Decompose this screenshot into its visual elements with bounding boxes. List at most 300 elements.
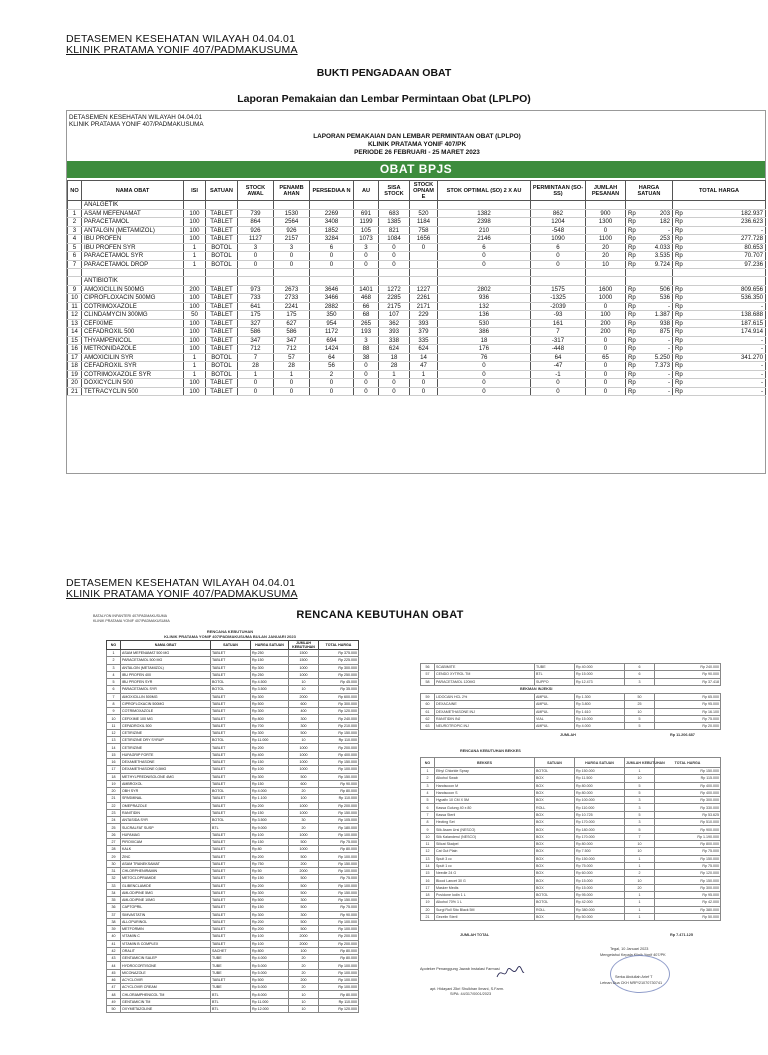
table-cell: TABLET xyxy=(211,657,251,664)
table-cell xyxy=(626,387,673,396)
bekkes-table xyxy=(420,757,721,921)
lplpo-col-header: NAMA OBAT xyxy=(82,181,184,201)
table-cell xyxy=(673,370,766,379)
amount-value: 875 xyxy=(659,328,670,336)
table-cell: Rp 16.100 xyxy=(655,708,721,715)
table-cell: 57 xyxy=(274,353,310,362)
table-cell: 42 xyxy=(107,947,121,954)
table-cell: Rp 240.000 xyxy=(655,664,721,671)
table-cell: Rp 9.000 xyxy=(251,824,289,831)
table-cell: 3 xyxy=(625,678,655,685)
table-cell: Rp 300 xyxy=(251,708,289,715)
table-cell: 6 xyxy=(421,804,435,811)
table-cell: CEFIXIME xyxy=(82,319,184,328)
table-cell: 2673 xyxy=(274,285,310,294)
table-cell: 0 xyxy=(379,260,410,269)
table-cell: TABLET xyxy=(211,700,251,707)
table-cell: Rp 200.000 xyxy=(319,744,359,751)
currency-label: Rp xyxy=(675,328,683,336)
table-cell: 0 xyxy=(274,379,310,388)
table-cell: TABLET xyxy=(211,809,251,816)
table-cell: 10 xyxy=(625,708,655,715)
table-cell: ANALGETIK xyxy=(82,201,184,210)
table-cell: Rp 200 xyxy=(251,802,289,809)
table-cell xyxy=(206,277,238,286)
amount-value: 4.033 xyxy=(654,243,670,251)
table-cell: 24 xyxy=(107,817,121,824)
table-cell: 5 xyxy=(625,723,655,730)
table-cell: Rp 120.000 xyxy=(655,870,721,877)
table-cell: 10 xyxy=(289,998,319,1005)
table-row xyxy=(421,782,721,789)
table-cell: 5 xyxy=(625,782,655,789)
table-cell: 100 xyxy=(184,379,206,388)
table-cell: TABLET xyxy=(211,715,251,722)
table-cell: 2 xyxy=(310,370,354,379)
table-row xyxy=(107,693,359,700)
table-cell xyxy=(68,269,82,277)
table-cell xyxy=(673,302,766,311)
amount-value: - xyxy=(667,336,670,344)
table-cell: 10 xyxy=(625,775,655,782)
table-cell: 7 xyxy=(531,328,586,337)
rencana-col-header: NAMA OBAT xyxy=(121,641,211,650)
table-cell: Rp 60.000 xyxy=(575,870,625,877)
table-cell: BTL xyxy=(211,824,251,831)
table-cell: Rp 150 xyxy=(251,657,289,664)
table-row xyxy=(421,671,721,678)
table-cell: Rp 90.000 xyxy=(319,911,359,918)
table-cell: 68 xyxy=(354,311,379,320)
table-cell: OMEPRAZOLE xyxy=(121,802,211,809)
table-cell: 23 xyxy=(107,809,121,816)
table-cell: Silicat Skalpel xyxy=(435,840,535,847)
table-row xyxy=(68,302,766,311)
table-cell: BOX xyxy=(535,862,575,869)
table-cell: 1382 xyxy=(438,209,531,218)
table-cell: 0 xyxy=(586,370,626,379)
table-cell: 0 xyxy=(410,243,438,252)
table-cell xyxy=(673,362,766,371)
table-cell: 10 xyxy=(625,877,655,884)
table-cell: 1575 xyxy=(531,285,586,294)
table-cell xyxy=(626,328,673,337)
table-cell: TABLET xyxy=(211,940,251,947)
table-cell: 3646 xyxy=(310,285,354,294)
table-cell: ANTALGIN (METAMIZOL) xyxy=(82,226,184,235)
table-cell: 1 xyxy=(421,768,435,775)
table-cell: TABLET xyxy=(211,911,251,918)
table-cell: 100 xyxy=(289,795,319,802)
table-cell: TABLET xyxy=(211,889,251,896)
amount-value: 187.615 xyxy=(740,319,763,327)
table-cell: 4 xyxy=(107,671,121,678)
table-row xyxy=(107,969,359,976)
table-cell: SUCRALFAT SUSP xyxy=(121,824,211,831)
table-cell: TABLET xyxy=(211,897,251,904)
table-row xyxy=(107,846,359,853)
table-cell: TABLET xyxy=(211,664,251,671)
table-cell: RANITIDIN xyxy=(121,809,211,816)
table-cell xyxy=(354,277,379,286)
table-cell: 0 xyxy=(354,370,379,379)
table-cell xyxy=(238,269,274,277)
table-cell: 36 xyxy=(107,904,121,911)
table-cell: 1 xyxy=(184,370,206,379)
table-cell: Rp 1.300 xyxy=(575,694,625,701)
currency-label: Rp xyxy=(675,285,683,293)
table-cell: 32 xyxy=(107,875,121,882)
table-cell: ASAM MEFENAMAT 500 MG xyxy=(121,650,211,657)
table-cell: 20 xyxy=(289,788,319,795)
table-row xyxy=(107,984,359,991)
table-cell: PARACETAMOL xyxy=(82,218,184,227)
table-cell: Silk Asam Ursi (NESCO) xyxy=(435,826,535,833)
table-cell: Rp 15.000 xyxy=(575,715,625,722)
table-cell: 2146 xyxy=(438,235,531,244)
table-cell: IBU PROFEN SYR xyxy=(121,679,211,686)
table-cell: 38 xyxy=(107,918,121,925)
table-row xyxy=(107,875,359,882)
table-cell: 200 xyxy=(289,976,319,983)
table-cell: 18 xyxy=(379,353,410,362)
amount-value: 203 xyxy=(659,209,670,217)
table-cell: PARACETAMOL 500 MG xyxy=(121,657,211,664)
table-cell: TABLET xyxy=(211,926,251,933)
table-cell: 500 xyxy=(289,918,319,925)
table-cell: 0 xyxy=(410,379,438,388)
table-row xyxy=(421,789,721,796)
table-cell xyxy=(673,269,766,277)
table-cell: 0 xyxy=(238,379,274,388)
amount-value: - xyxy=(667,302,670,310)
table-cell: Rp 600.000 xyxy=(319,693,359,700)
table-cell: 100 xyxy=(184,319,206,328)
signature-block xyxy=(420,945,720,1055)
table-row xyxy=(421,694,721,701)
table-cell: 0 xyxy=(438,252,531,261)
lplpo-col-header: AU xyxy=(354,181,379,201)
table-row xyxy=(68,209,766,218)
table-cell: TABLET xyxy=(211,722,251,729)
table-cell: 19 xyxy=(421,899,435,906)
table-cell xyxy=(438,269,531,277)
table-cell xyxy=(626,345,673,354)
table-cell: Rp 80.000 xyxy=(319,846,359,853)
table-cell: BOTOL xyxy=(535,892,575,899)
table-cell: 62 xyxy=(421,715,435,722)
table-cell: 22 xyxy=(107,802,121,809)
table-cell: 2285 xyxy=(379,294,410,303)
table-cell xyxy=(673,201,766,210)
table-cell: 1852 xyxy=(310,226,354,235)
table-cell: Rp 3.500 xyxy=(251,686,289,693)
table-cell xyxy=(626,319,673,328)
table-cell: 10 xyxy=(421,833,435,840)
table-cell: TABLET xyxy=(211,867,251,874)
lplpo-col-header: PERMINTAAN (SO-SS) xyxy=(531,181,586,201)
table-cell: DEXAMETHASONE xyxy=(121,758,211,765)
table-cell: Rp 50.000 xyxy=(575,913,625,920)
table-cell: CETIRIZINE DRY SYRUP xyxy=(121,737,211,744)
table-cell: 864 xyxy=(238,218,274,227)
table-cell: 20 xyxy=(625,884,655,891)
currency-label: Rp xyxy=(675,362,683,370)
table-cell: OBH SYR xyxy=(121,788,211,795)
currency-label: Rp xyxy=(628,209,636,217)
table-cell: Rp 200.000 xyxy=(319,802,359,809)
table-cell: 1 xyxy=(625,855,655,862)
table-cell: 1127 xyxy=(238,235,274,244)
sig-right-4: Letnan Dua CKH NRP/21070730741 xyxy=(600,981,663,985)
currency-label: Rp xyxy=(628,353,636,361)
table-cell: 161 xyxy=(531,319,586,328)
table-cell: 712 xyxy=(238,345,274,354)
table-cell: CETIRIZINE xyxy=(121,729,211,736)
table-cell: AMBROXOL xyxy=(121,780,211,787)
table-cell: Rp 4.000 xyxy=(251,955,289,962)
table-cell: 2564 xyxy=(274,218,310,227)
table-cell: ROLL xyxy=(535,906,575,913)
table-cell: 0 xyxy=(274,260,310,269)
table-cell: 27 xyxy=(107,838,121,845)
table-cell: METOCLOPRAMIDE xyxy=(121,875,211,882)
table-cell: 13 xyxy=(107,737,121,744)
table-cell: 40 xyxy=(107,933,121,940)
table-cell: 50 xyxy=(107,1006,121,1013)
table-cell: 1000 xyxy=(289,809,319,816)
table-cell: TABLET xyxy=(211,751,251,758)
currency-label: Rp xyxy=(675,243,683,251)
table-cell: Rp 380.000 xyxy=(655,906,721,913)
table-cell: 1 xyxy=(184,260,206,269)
table-cell: 19 xyxy=(68,370,82,379)
table-cell: Rp 110.000 xyxy=(319,737,359,744)
table-cell: 0 xyxy=(354,260,379,269)
table-cell: Rp 90.000 xyxy=(655,671,721,678)
table-cell: SPASMINAL xyxy=(121,795,211,802)
table-cell: 2882 xyxy=(310,302,354,311)
table-cell: SIMVASTATIN xyxy=(121,911,211,918)
table-cell: 350 xyxy=(310,311,354,320)
table-cell: DEXACAINE xyxy=(435,701,535,708)
table-cell: 5 xyxy=(421,797,435,804)
table-row xyxy=(421,848,721,855)
table-cell: Rp 100.000 xyxy=(319,831,359,838)
table-cell xyxy=(673,252,766,261)
table-cell: BTL xyxy=(535,671,575,678)
currency-label: Rp xyxy=(628,319,636,327)
table-cell: CETIRIZINE xyxy=(121,744,211,751)
table-row xyxy=(421,701,721,708)
table-cell: IBU PROFEN SYR xyxy=(82,243,184,252)
table-cell: 2261 xyxy=(410,294,438,303)
table-cell: TUBE xyxy=(211,984,251,991)
table-cell: 347 xyxy=(238,336,274,345)
table-cell: Rp 300 xyxy=(251,729,289,736)
table-cell: ROLL xyxy=(535,804,575,811)
amount-value: 7.373 xyxy=(654,362,670,370)
table-cell: Rp 250 xyxy=(251,650,289,657)
table-cell: 50 xyxy=(184,311,206,320)
table-cell: COTRIMOXAZOLE xyxy=(82,302,184,311)
table-cell xyxy=(673,285,766,294)
table-cell: 100 xyxy=(184,336,206,345)
table-cell: Rp 150 xyxy=(251,780,289,787)
table-cell: 0 xyxy=(586,226,626,235)
table-cell: THYAMPENICOL xyxy=(82,336,184,345)
table-cell: TABLET xyxy=(211,708,251,715)
table-cell: BOTOL xyxy=(206,260,238,269)
table-row xyxy=(68,243,766,252)
table-cell xyxy=(626,218,673,227)
table-cell: TABLET xyxy=(211,758,251,765)
table-cell: 6 xyxy=(625,664,655,671)
table-cell: Rp 150 xyxy=(251,838,289,845)
table-cell: 758 xyxy=(410,226,438,235)
table-cell: 13 xyxy=(421,855,435,862)
table-cell: 12 xyxy=(68,311,82,320)
amount-value: - xyxy=(667,387,670,395)
table-cell: 926 xyxy=(274,226,310,235)
table-cell: 1500 xyxy=(289,650,319,657)
table-cell: Rp 100 xyxy=(251,940,289,947)
table-cell: 38 xyxy=(354,353,379,362)
amount-value: - xyxy=(667,379,670,387)
table-cell xyxy=(206,269,238,277)
table-row xyxy=(68,345,766,354)
table-cell: 33 xyxy=(107,882,121,889)
table-cell: 926 xyxy=(238,226,274,235)
table-cell: 193 xyxy=(354,328,379,337)
table-cell: Rp 110.000 xyxy=(575,804,625,811)
table-row xyxy=(421,804,721,811)
table-cell: BOTOL xyxy=(211,788,251,795)
table-cell: ANTIBIOTIK xyxy=(82,277,184,286)
table-cell: Hypafix 10 CM X 5M xyxy=(435,797,535,804)
amount-value: 97.236 xyxy=(744,260,763,268)
table-cell: TABLET xyxy=(206,311,238,320)
currency-label: Rp xyxy=(628,387,636,395)
table-cell: 0 xyxy=(531,260,586,269)
scan-title-1: RENCANA KEBUTUHAN xyxy=(206,629,254,634)
table-cell: 500 xyxy=(289,904,319,911)
table-cell: DOXICYCLIN 500 xyxy=(82,379,184,388)
table-cell: 500 xyxy=(289,926,319,933)
table-cell: Rp 100.000 xyxy=(319,969,359,976)
sig-left-2: apt. Hidayani Zikri Shulkhan Ilmani, S.Farm. xyxy=(430,987,505,991)
table-cell: 0 xyxy=(354,379,379,388)
table-cell: PARACETAMOL 120MG xyxy=(435,678,535,685)
table-cell: 14 xyxy=(410,353,438,362)
table-cell: Rp 75.000 xyxy=(655,848,721,855)
sig-right-3: Serka Abdullah Arief T xyxy=(615,975,653,979)
table-cell: 105 xyxy=(354,226,379,235)
table-cell: 600 xyxy=(289,700,319,707)
table-cell: Rp 200 xyxy=(251,882,289,889)
table-cell xyxy=(626,379,673,388)
table-cell xyxy=(626,226,673,235)
table-cell: Rp 8.000 xyxy=(251,991,289,998)
table-cell: 0 xyxy=(274,252,310,261)
table-cell: 7 xyxy=(107,693,121,700)
table-cell: Rp 900.000 xyxy=(655,826,721,833)
alkes-total-label: JUMLAH TOTAL xyxy=(460,933,490,937)
table-cell: 44 xyxy=(107,962,121,969)
table-cell: BOTOL xyxy=(206,353,238,362)
amount-value: - xyxy=(760,345,763,353)
table-cell: 20 xyxy=(107,788,121,795)
table-cell xyxy=(673,379,766,388)
table-row xyxy=(107,780,359,787)
table-cell: 60 xyxy=(421,701,435,708)
table-cell: Rp 7.500 xyxy=(575,848,625,855)
table-cell: 0 xyxy=(531,379,586,388)
table-row xyxy=(421,819,721,826)
table-cell: 10 xyxy=(289,1006,319,1013)
table-cell: 18 xyxy=(421,892,435,899)
table-cell xyxy=(206,201,238,210)
table-cell: 20 xyxy=(421,906,435,913)
table-cell: 21 xyxy=(421,913,435,920)
table-cell: 56 xyxy=(310,362,354,371)
table-cell: 13 xyxy=(68,319,82,328)
table-cell xyxy=(531,277,586,286)
table-cell: Rp 100.000 xyxy=(319,882,359,889)
table-cell: 59 xyxy=(421,694,435,701)
table-cell: CENDO XYTROL TM xyxy=(435,671,535,678)
rencana-right-top-table xyxy=(420,663,721,686)
table-cell: 25 xyxy=(107,824,121,831)
table-cell xyxy=(586,269,626,277)
table-cell: TABLET xyxy=(206,294,238,303)
table-cell: 7 xyxy=(238,353,274,362)
table-cell: 20 xyxy=(289,984,319,991)
table-cell: 0 xyxy=(379,252,410,261)
table-cell: 586 xyxy=(274,328,310,337)
table-cell: GLIBENCLAMIDE xyxy=(121,882,211,889)
table-row xyxy=(107,751,359,758)
table-cell: Rp 300 xyxy=(251,664,289,671)
table-cell: Rp 42.000 xyxy=(575,899,625,906)
table-cell: 1000 xyxy=(289,744,319,751)
table-cell: 1 xyxy=(238,370,274,379)
table-cell: 28 xyxy=(238,362,274,371)
table-cell: Rp 1.190.000 xyxy=(655,833,721,840)
currency-label: Rp xyxy=(628,379,636,387)
table-cell: Rp 75.000 xyxy=(319,838,359,845)
currency-label: Rp xyxy=(675,319,683,327)
table-cell: 2000 xyxy=(289,933,319,940)
table-cell: GENTAMICIN SALEP xyxy=(121,955,211,962)
table-row xyxy=(421,906,721,913)
table-cell: TABLET xyxy=(206,387,238,396)
table-cell xyxy=(673,218,766,227)
table-cell: 17 xyxy=(107,766,121,773)
table-cell: Rp 180.000 xyxy=(575,826,625,833)
table-row xyxy=(107,853,359,860)
currency-label: Rp xyxy=(675,226,683,234)
table-row xyxy=(107,976,359,983)
table-cell: BOX xyxy=(535,848,575,855)
table-cell: Rp 4.000 xyxy=(251,788,289,795)
table-cell xyxy=(626,243,673,252)
table-cell xyxy=(410,269,438,277)
table-cell: BOTOL xyxy=(206,252,238,261)
table-cell: 6 xyxy=(310,243,354,252)
table-row xyxy=(421,913,721,920)
table-cell: Rp 100.000 xyxy=(319,867,359,874)
